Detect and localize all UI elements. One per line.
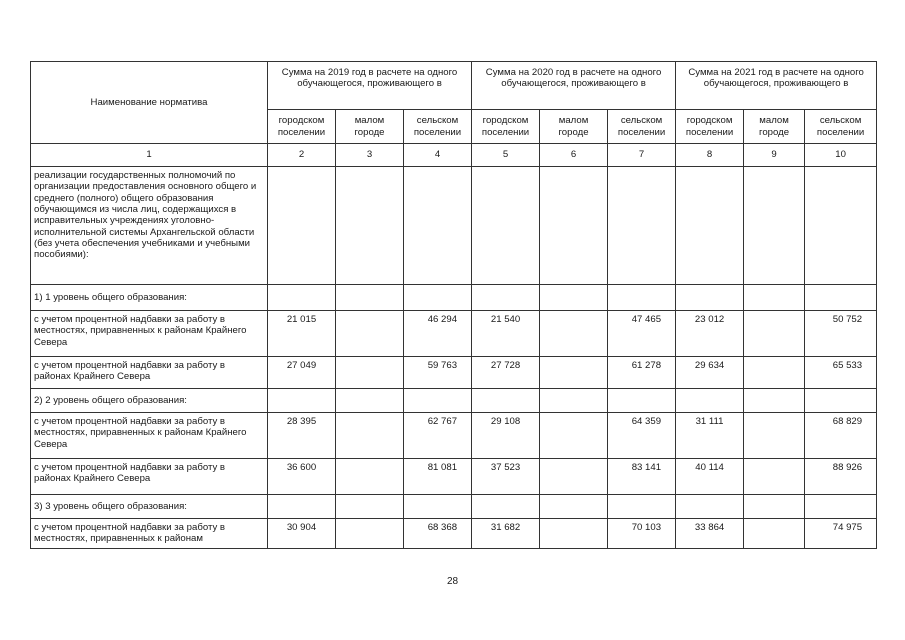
cell-value [404, 495, 472, 519]
column-number: 9 [744, 144, 805, 167]
cell-value: 29 108 [472, 413, 540, 459]
cell-value [540, 285, 608, 311]
row-label: с учетом процентной надбавки за работу в местностях, приравненных к районам Крайнего Севера [31, 413, 268, 459]
cell-value [268, 495, 336, 519]
cell-value: 21 015 [268, 311, 336, 357]
cell-value [336, 167, 404, 285]
header-year-2020: Сумма на 2020 год в расчете на одного обучающегося, проживающего в [472, 62, 676, 110]
cell-value [268, 285, 336, 311]
cell-value [540, 495, 608, 519]
cell-value: 70 103 [608, 519, 676, 549]
subheader-rural: сельском поселении [404, 110, 472, 144]
cell-value: 46 294 [404, 311, 472, 357]
column-number: 5 [472, 144, 540, 167]
cell-value: 37 523 [472, 459, 540, 495]
header-year-2021: Сумма на 2021 год в расчете на одного обучающегося, проживающего в [676, 62, 877, 110]
table-row [31, 519, 877, 549]
cell-value [472, 167, 540, 285]
cell-value [744, 495, 805, 519]
column-number: 6 [540, 144, 608, 167]
cell-value [608, 285, 676, 311]
table-row [31, 459, 877, 495]
row-label: с учетом процентной надбавки за работу в районах Крайнего Севера [31, 459, 268, 495]
subheader-rural: сельском поселении [608, 110, 676, 144]
table-row [31, 311, 877, 357]
table-row [31, 389, 877, 413]
column-number: 10 [805, 144, 877, 167]
cell-value [744, 311, 805, 357]
column-number: 3 [336, 144, 404, 167]
cell-value [676, 167, 744, 285]
cell-value [472, 285, 540, 311]
cell-value [608, 495, 676, 519]
cell-value: 50 752 [805, 311, 877, 357]
cell-value: 29 634 [676, 357, 744, 389]
table-row [31, 357, 877, 389]
row-label: с учетом процентной надбавки за работу в районах Крайнего Севера [31, 357, 268, 389]
cell-value [744, 167, 805, 285]
subheader-urban: городском поселении [472, 110, 540, 144]
cell-value [540, 311, 608, 357]
cell-value [404, 285, 472, 311]
row-label: 3) 3 уровень общего образования: [31, 495, 268, 519]
cell-value: 83 141 [608, 459, 676, 495]
cell-value [336, 413, 404, 459]
cell-value [744, 357, 805, 389]
table-row [31, 413, 877, 459]
cell-value: 33 864 [676, 519, 744, 549]
cell-value: 21 540 [472, 311, 540, 357]
cell-value [336, 285, 404, 311]
cell-value: 81 081 [404, 459, 472, 495]
column-number: 7 [608, 144, 676, 167]
page-number: 28 [446, 576, 459, 587]
cell-value: 36 600 [268, 459, 336, 495]
subheader-rural: сельском поселении [805, 110, 877, 144]
cell-value [268, 389, 336, 413]
subheader-urban: городском поселении [268, 110, 336, 144]
subheader-small-town: малом городе [744, 110, 805, 144]
cell-value: 64 359 [608, 413, 676, 459]
cell-value [744, 459, 805, 495]
cell-value [404, 167, 472, 285]
header-year-2019: Сумма на 2019 год в расчете на одного обучающегося, проживающего в [268, 62, 472, 110]
cell-value: 88 926 [805, 459, 877, 495]
cell-value [336, 519, 404, 549]
cell-value: 31 111 [676, 413, 744, 459]
cell-value: 68 829 [805, 413, 877, 459]
row-label: 2) 2 уровень общего образования: [31, 389, 268, 413]
row-label: с учетом процентной надбавки за работу в местностях, приравненных к районам [31, 519, 268, 549]
norms-table [30, 61, 877, 549]
cell-value [540, 389, 608, 413]
cell-value [805, 285, 877, 311]
cell-value [608, 167, 676, 285]
cell-value: 59 763 [404, 357, 472, 389]
cell-value [540, 167, 608, 285]
cell-value: 28 395 [268, 413, 336, 459]
column-number: 4 [404, 144, 472, 167]
cell-value [744, 389, 805, 413]
cell-value [608, 389, 676, 413]
column-number: 1 [31, 144, 268, 167]
cell-value [540, 459, 608, 495]
subheader-small-town: малом городе [336, 110, 404, 144]
cell-value [805, 167, 877, 285]
cell-value: 47 465 [608, 311, 676, 357]
column-number: 8 [676, 144, 744, 167]
cell-value [744, 519, 805, 549]
cell-value [336, 357, 404, 389]
cell-value [336, 459, 404, 495]
cell-value: 68 368 [404, 519, 472, 549]
row-label: 1) 1 уровень общего образования: [31, 285, 268, 311]
cell-value [336, 311, 404, 357]
cell-value: 27 728 [472, 357, 540, 389]
cell-value [268, 167, 336, 285]
header-name: Наименование норматива [31, 62, 268, 144]
cell-value: 30 904 [268, 519, 336, 549]
cell-value [676, 285, 744, 311]
cell-value [676, 495, 744, 519]
cell-value [540, 357, 608, 389]
cell-value: 40 114 [676, 459, 744, 495]
column-number: 2 [268, 144, 336, 167]
cell-value: 23 012 [676, 311, 744, 357]
cell-value [540, 413, 608, 459]
cell-value [472, 389, 540, 413]
cell-value [336, 495, 404, 519]
subheader-small-town: малом городе [540, 110, 608, 144]
cell-value: 61 278 [608, 357, 676, 389]
cell-value [805, 495, 877, 519]
subheader-urban: городском поселении [676, 110, 744, 144]
cell-value [805, 389, 877, 413]
table-row [31, 495, 877, 519]
cell-value [472, 495, 540, 519]
cell-value: 74 975 [805, 519, 877, 549]
cell-value [336, 389, 404, 413]
table-row [31, 285, 877, 311]
cell-value: 31 682 [472, 519, 540, 549]
cell-value [540, 519, 608, 549]
row-label: реализации государственных полномочий по организации предоставления основного общего и среднего (полного) общего образования обучающимся из числа лиц, содержащихся в исправительных учреждениях уголовно-исполнительной системы Архангельской области (без учета обеспечения учебниками и учебными пособиями): [31, 167, 268, 285]
cell-value: 65 533 [805, 357, 877, 389]
cell-value [744, 285, 805, 311]
table-row [31, 167, 877, 285]
cell-value: 27 049 [268, 357, 336, 389]
cell-value [404, 389, 472, 413]
cell-value [676, 389, 744, 413]
row-label: с учетом процентной надбавки за работу в местностях, приравненных к районам Крайнего Севера [31, 311, 268, 357]
cell-value [744, 413, 805, 459]
cell-value: 62 767 [404, 413, 472, 459]
